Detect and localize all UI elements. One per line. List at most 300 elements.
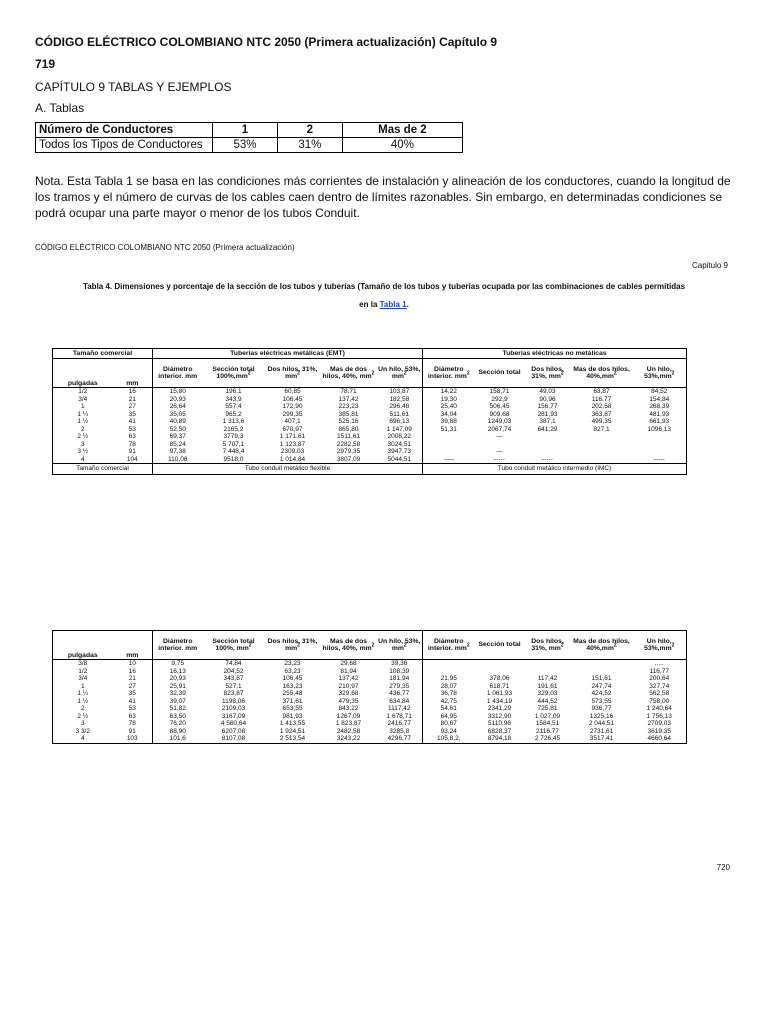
- table-cell: 1/2: [53, 388, 113, 396]
- table-cell: 84,52: [633, 388, 687, 396]
- table-cell: 2341,29: [487, 705, 512, 712]
- table-cell: 3/8: [53, 660, 113, 668]
- table-cell: 8107,08: [203, 735, 265, 743]
- table-cell: 2116,77: [535, 727, 559, 735]
- table-cell: 78,71: [340, 388, 357, 395]
- table-cell: 4296,77: [377, 735, 423, 743]
- table-cell: 8794,18: [475, 735, 525, 743]
- table-cell: 53: [113, 705, 153, 713]
- table-cell: 25,91: [169, 682, 186, 690]
- table-cell: Todos los Tipos de Conductores: [36, 138, 213, 153]
- table-cell: 1511,61: [336, 433, 360, 440]
- document-title: CÓDIGO ELÉCTRICO COLOMBIANO NTC 2050 (Primera actualización) Capítulo 9: [35, 35, 498, 49]
- table-cell: 634,84: [377, 698, 423, 706]
- table-cell: 281,93: [537, 410, 558, 418]
- table-cell: 105,8,2,: [423, 735, 475, 743]
- table-cell: [571, 668, 633, 676]
- table-cell: 181,94: [377, 675, 423, 683]
- table-cell: 1198,06: [221, 697, 245, 705]
- table-cell: 40,89: [169, 418, 186, 425]
- table-cell: 49,03: [539, 388, 556, 395]
- table-cell: 19,30: [440, 395, 457, 403]
- table-cell: 3807,09: [321, 456, 377, 464]
- table-cell: [423, 433, 475, 441]
- col-header-text: Mas de dos hilos, 40%, mm: [322, 365, 372, 380]
- table-header-cell: Número de Conductores: [36, 123, 213, 138]
- table-cell: 670,97: [282, 425, 303, 433]
- section-heading: A. Tablas: [35, 101, 85, 115]
- table-cell: 31%: [277, 138, 342, 153]
- table-cell: 51,31: [440, 425, 457, 433]
- table-row: [36, 138, 463, 153]
- table-cell: 1267,09: [336, 712, 361, 720]
- table-cell: 1 413,55: [279, 720, 306, 727]
- table-cell: 511,61: [377, 411, 423, 419]
- table-cell: [571, 433, 633, 441]
- col-header-text: Un hilo, 53%, mm: [378, 637, 421, 652]
- table-cell: 40%: [342, 138, 462, 153]
- table-cell: 1 ½: [53, 418, 113, 426]
- table-cell: 827,1: [593, 425, 610, 433]
- table-cell: [633, 441, 687, 449]
- table-cell: 2309,03: [280, 448, 305, 455]
- table-cell: 936,77: [591, 705, 612, 712]
- table-cell: 1 027,09: [534, 712, 561, 720]
- table-row: [53, 735, 687, 743]
- table-row: [53, 411, 687, 419]
- table-cell: 2 513,54: [265, 735, 321, 743]
- table-cell: 1: [53, 683, 113, 691]
- table-row: [53, 705, 687, 713]
- table-cell: 23,23: [284, 660, 301, 667]
- table-cell: 21,95: [440, 675, 457, 682]
- table-cell: 63,50: [169, 712, 186, 720]
- table-cell: 2: [53, 705, 113, 713]
- table-cell: 88,90: [169, 727, 186, 735]
- table-cell: 74,84: [225, 660, 242, 667]
- col-header: Dos hilos, 31%, $mm^2$: [525, 631, 571, 660]
- col-header-text: Un hilo, 53%,mm: [644, 637, 672, 652]
- page-footer-number: 720: [716, 863, 730, 872]
- table-cell: 444,52: [537, 697, 558, 705]
- table-cell: 557,4: [225, 403, 242, 410]
- table-cell: 51,82: [169, 705, 186, 712]
- table-cell: 93,24: [440, 727, 457, 735]
- col-header: Un hilo, $53\%,mm^2$: [633, 631, 687, 660]
- col-header: Un hilo, 53%, $mm^2$: [377, 631, 423, 660]
- table-cell: 1 014,84: [265, 456, 321, 464]
- col-header-text: Dos hilos, 31%, mm: [531, 637, 564, 652]
- table-cell: 525,16: [338, 418, 359, 425]
- table-cell: 106,45: [282, 675, 303, 682]
- footer-cell: Tubo conduit metálico intermedio (IMC): [423, 464, 687, 475]
- table-cell: —: [496, 448, 503, 455]
- table-cell: 116,77: [591, 395, 612, 403]
- table-cell: 28,07: [440, 682, 457, 690]
- table-cell: .....: [633, 660, 687, 668]
- col-header: [153, 359, 203, 388]
- table-cell: [475, 660, 525, 668]
- col-header-text: Dos hilos, 31%, mm: [267, 365, 318, 380]
- table-cell: 151,61: [591, 675, 612, 682]
- table-cell: 116,77: [633, 668, 687, 676]
- table-cell: 5110,96: [487, 720, 511, 727]
- table-cell: 3 ½: [53, 448, 113, 456]
- table-row: [53, 690, 687, 698]
- table-row: [53, 720, 687, 728]
- table-header-cell: 2: [277, 123, 342, 138]
- table4-caption-line2: [30, 296, 738, 314]
- table-cell: 3024,51: [377, 441, 423, 449]
- table-cell: 2979,35: [336, 448, 361, 455]
- table-cell: 3619,35: [633, 728, 687, 736]
- reference-line: CÓDIGO ELÉCTRICO COLOMBIANO NTC 2050 (Primera actualización): [35, 243, 295, 252]
- table-cell: 158,71: [489, 388, 510, 395]
- col-header: Dos hilos, 31%, $mm^2$: [525, 359, 571, 388]
- table-cell: 52,50: [169, 425, 186, 433]
- table-cell: 279,35: [377, 683, 423, 691]
- table-cell: [475, 441, 525, 449]
- table-cell: 4 560,64: [220, 720, 247, 727]
- table-cell: 327,74: [633, 683, 687, 691]
- table-cell: 191,61: [537, 682, 558, 690]
- table-cell: 1 240,64: [633, 705, 687, 713]
- table-cell: 363,87: [591, 410, 612, 418]
- table-cell: 1325,16: [589, 712, 614, 720]
- table-row: [53, 456, 687, 464]
- table4-caption: [30, 278, 738, 314]
- table-row: [53, 698, 687, 706]
- col-header-text: Diámetro interior. mm: [427, 637, 467, 652]
- table-cell: 101,6: [153, 735, 203, 743]
- table-cell: [633, 433, 687, 441]
- footer-cell: Tamaño comercial: [53, 464, 153, 475]
- table-cell: 64,95: [440, 712, 457, 720]
- col-header: Dos hilos, 31%, $mm^2$: [265, 631, 321, 660]
- table-cell: 292,9: [491, 395, 508, 403]
- table-cell: 343,9: [225, 395, 242, 403]
- table-header-cell: 1: [213, 123, 278, 138]
- table-cell: 210,97: [338, 682, 359, 690]
- table-cell: 2109,03: [221, 705, 246, 712]
- table-cell: 117,42: [537, 675, 558, 682]
- table-cell: 36,78: [440, 690, 457, 697]
- col-header: Sección total: [475, 359, 525, 388]
- table-cell: 41: [113, 418, 153, 426]
- table-cell: 2709,03: [633, 720, 687, 728]
- emt-table-body: [53, 388, 687, 464]
- table-cell: 54,61: [440, 705, 457, 712]
- group-header: Tuberías eléctricas metálicas (EMT): [153, 349, 423, 359]
- table-cell: 725,81: [537, 705, 558, 712]
- col-header-text: Mas de dos hilos, 40%, mm: [322, 637, 372, 652]
- table-cell: 1249,03: [487, 418, 512, 425]
- table-row: [53, 426, 687, 434]
- table-cell: 329,68: [338, 690, 359, 697]
- table-cell: 9,75: [171, 660, 185, 667]
- table-cell: 106,45: [282, 395, 303, 403]
- table-cell: 27: [113, 683, 153, 691]
- table-cell: 2282,58: [336, 440, 361, 448]
- col-header: Sección total 100%, $mm^2$: [203, 631, 265, 660]
- col-header: Dos hilos, 31%, $mm^2$: [265, 359, 321, 388]
- table-cell: [525, 441, 571, 449]
- table-row: [53, 396, 687, 404]
- col-header: Diámetro interior. $mm^2$: [423, 631, 475, 660]
- col-header-text: Mas de dos hilos, 40%,mm: [573, 637, 630, 652]
- col-header-text: Dos hilos, 31%, mm: [267, 637, 318, 652]
- table-cell: 3167,09: [221, 712, 246, 720]
- table-cell: [423, 441, 475, 449]
- col-header: Mas de dos hilos, 40%, $mm^2$: [321, 631, 377, 660]
- table-cell: 16: [113, 668, 153, 676]
- col-header: pulgadas: [53, 631, 113, 660]
- table-cell: 5 707,1: [222, 440, 245, 448]
- col-header-text: Dos hilos, 31%, mm: [531, 365, 564, 380]
- table-row: [53, 728, 687, 736]
- table-cell: 104: [113, 456, 153, 464]
- table-cell: 909,68: [489, 410, 510, 418]
- col-header: mm: [113, 631, 153, 660]
- table-cell: 823,87: [223, 690, 244, 697]
- table-cell: [525, 660, 571, 668]
- table-row: [53, 433, 687, 441]
- table-cell: 63,23: [284, 667, 301, 675]
- table-cell: 110,08: [153, 456, 203, 464]
- table-cell: 378,06: [489, 675, 510, 682]
- table-cell: 499,35: [591, 418, 612, 425]
- table-cell: 1 823,87: [335, 720, 362, 727]
- table-cell: 15,80: [169, 388, 186, 395]
- table-cell: 34,04: [440, 410, 457, 418]
- table-cell: [571, 441, 633, 449]
- table-header-row: [36, 123, 463, 138]
- table-cell: 2165,2: [223, 425, 244, 433]
- table-cell: [423, 668, 475, 676]
- col-header: Un hilo, $53\%,mm^2$: [633, 359, 687, 388]
- table-cell: 1 313,6: [222, 418, 245, 425]
- table-cell: 200,64: [633, 675, 687, 683]
- table-cell: 653,55: [282, 705, 303, 712]
- table-cell: 6207,08: [221, 727, 246, 735]
- table-cell: 103,87: [377, 388, 423, 396]
- table-cell: 154,84: [633, 396, 687, 404]
- table-cell: 1/2: [53, 668, 113, 676]
- table-cell: 1 147,09: [377, 426, 423, 434]
- table-cell: 527,1: [225, 682, 242, 690]
- table-cell: 20,93: [169, 675, 186, 682]
- table-cell: 6828,37: [487, 727, 512, 735]
- col-header: Sección total: [475, 631, 525, 660]
- table-row: [53, 403, 687, 411]
- table-cell: [525, 668, 571, 676]
- table-cell: 661,93: [633, 418, 687, 426]
- table-cell: 2 ½: [53, 433, 113, 441]
- table-cell: 247,74: [591, 682, 612, 690]
- table-cell: 4: [53, 456, 113, 464]
- table-cell: 3285,8: [377, 728, 423, 736]
- table-cell: 3947,73: [377, 448, 423, 456]
- table-cell: 3517,41: [571, 735, 633, 743]
- group-header: Tamaño comercial: [53, 349, 153, 359]
- table-cell: 3779,3: [223, 433, 244, 440]
- table-row: [53, 668, 687, 676]
- table-header-cell: Mas de 2: [342, 123, 462, 138]
- table-row: [53, 660, 687, 668]
- table-cell: 39,88: [440, 418, 457, 425]
- table-cell: 202,58: [591, 403, 612, 410]
- table-cell: 1 756,13: [633, 713, 687, 721]
- emt-dimensions-table: [52, 348, 687, 475]
- table-cell: 1 ¼: [53, 690, 113, 698]
- chapter-heading: CAPÍTULO 9 TABLAS Y EJEMPLOS: [35, 80, 232, 94]
- col-header-text: Mas de dos hilos, 40%,mm: [573, 365, 630, 380]
- table-cell: [571, 448, 633, 456]
- table-cell: 424,52: [591, 690, 612, 697]
- table-row: [53, 675, 687, 683]
- table-cell: 163,23: [282, 682, 303, 690]
- table-cell: 387,1: [539, 418, 556, 425]
- table-cell: 3: [53, 720, 113, 728]
- table-cell: [423, 448, 475, 456]
- table-cell: 436,77: [377, 690, 423, 698]
- table-cell: 25,40: [440, 403, 457, 410]
- col-header-text: Diámetro interior. mm: [427, 365, 467, 380]
- table-cell: —: [496, 433, 503, 440]
- tabla1-link[interactable]: Tabla 1: [379, 300, 407, 309]
- table-cell: 156,77: [537, 403, 558, 410]
- table-cell: [525, 448, 571, 456]
- table-cell: 562,58: [633, 690, 687, 698]
- table-cell: 1584,51: [535, 720, 560, 727]
- table-row: [53, 388, 687, 396]
- table-cell: 1 ¼: [53, 411, 113, 419]
- table-cell: [525, 433, 571, 441]
- table-cell: -----: [633, 456, 687, 464]
- table-cell: 2482,58: [336, 727, 361, 735]
- col-header: Mas de dos hilos, $40\%,mm^2$: [571, 359, 633, 388]
- table-cell: 196,1: [225, 388, 242, 395]
- table-cell: 758,00: [633, 698, 687, 706]
- table-cell: 2: [53, 426, 113, 434]
- table-cell: 343,87: [223, 675, 244, 682]
- table-cell: 1: [53, 403, 113, 411]
- table-cell: 1096,13: [633, 426, 687, 434]
- table-cell: 91: [113, 728, 153, 736]
- table-cell: 27: [113, 403, 153, 411]
- table-cell: 78: [113, 720, 153, 728]
- table-cell: 35: [113, 690, 153, 698]
- table-cell: 172,90: [282, 403, 303, 410]
- table-cell: 41: [113, 698, 153, 706]
- col-header: pulgadas: [53, 359, 113, 388]
- table-cell: 1 924,51: [279, 727, 306, 735]
- table-cell: 2731,61: [589, 727, 614, 735]
- table-cell: 1 171,61: [279, 433, 306, 440]
- col-header: Mas de dos hilos, 40%, $mm^2$: [321, 359, 377, 388]
- table-row: [53, 683, 687, 691]
- table-cell: 16: [113, 388, 153, 396]
- table-cell: 4: [53, 735, 113, 743]
- table-cell: 299,35: [282, 410, 303, 418]
- table-row: [53, 448, 687, 456]
- table-cell: 5044,51: [377, 456, 423, 464]
- table-cell: 2008,22: [377, 433, 423, 441]
- table-cell: 3/4: [53, 675, 113, 683]
- caption-text: en la: [359, 300, 378, 309]
- table-row: [53, 441, 687, 449]
- col-header: mm: [113, 359, 153, 388]
- table-cell: 7 448,4: [222, 448, 245, 455]
- table-cell: 4660,64: [633, 735, 687, 743]
- flexible-imc-table-body: [53, 660, 687, 744]
- table-cell: 85,24: [169, 440, 186, 448]
- table-cell: 204,52: [223, 667, 244, 675]
- table-cell: 3312,90: [487, 712, 512, 720]
- table-cell: -----: [525, 456, 571, 464]
- table-cell: -----: [423, 456, 475, 464]
- table-cell: 2 726,45: [525, 735, 571, 743]
- table-cell: 573,55: [591, 697, 612, 705]
- table-cell: 268,39: [633, 403, 687, 411]
- flexible-imc-table: [52, 630, 687, 744]
- group-header: Tuberías eléctricas no metálicas: [423, 349, 687, 359]
- table-cell: 385,81: [338, 410, 359, 418]
- table-cell: 696,13: [377, 418, 423, 426]
- table-cell: 81,94: [340, 667, 357, 675]
- table-cell: [633, 448, 687, 456]
- table-cell: 78: [113, 441, 153, 449]
- table-cell: 1 123,87: [279, 440, 306, 448]
- table-cell: 479,35: [338, 697, 359, 705]
- table-cell: 9518,0: [203, 456, 265, 464]
- table-cell: 223,23: [338, 403, 359, 410]
- col-header-text: Sección total 100%, mm: [212, 637, 255, 652]
- footer-cell: Tubo conduit metálico flexible: [153, 464, 423, 475]
- table-row: [53, 418, 687, 426]
- table-cell: 63: [113, 433, 153, 441]
- col-header-text: Sección total 100%,mm: [212, 365, 255, 380]
- col-header-text: Un hilo, 53%,mm: [644, 365, 672, 380]
- table-cell: 3: [53, 441, 113, 449]
- table-cell: 407,1: [284, 418, 301, 425]
- table-cell: 641,29: [537, 425, 558, 433]
- table-cell: 108,39: [377, 668, 423, 676]
- table-cell: [571, 660, 633, 668]
- table-cell: 10: [113, 660, 153, 668]
- table-cell: 63: [113, 713, 153, 721]
- table-cell: 39,36: [377, 660, 423, 668]
- table-cell: 843,22: [338, 705, 359, 712]
- table-cell: 97,38: [169, 448, 186, 455]
- chapter-label: Capitulo 9: [691, 261, 728, 270]
- table-cell: 329,03: [537, 690, 558, 697]
- table-cell: 21: [113, 675, 153, 683]
- table-cell: 21: [113, 396, 153, 404]
- table-cell: 137,42: [338, 675, 359, 682]
- table-cell: 60,85: [284, 388, 301, 395]
- table-cell: -----: [475, 456, 525, 464]
- table-cell: 16,13: [169, 667, 186, 675]
- table-cell: [475, 668, 525, 676]
- table-cell: 182,58: [377, 396, 423, 404]
- table-cell: 2 044,51: [588, 720, 615, 727]
- table-cell: 1117,42: [377, 705, 423, 713]
- table-cell: 69,37: [169, 433, 186, 440]
- page-number: 719: [35, 57, 56, 71]
- table-cell: 1 061,93: [486, 690, 513, 697]
- table-cell: 14,22: [440, 388, 457, 395]
